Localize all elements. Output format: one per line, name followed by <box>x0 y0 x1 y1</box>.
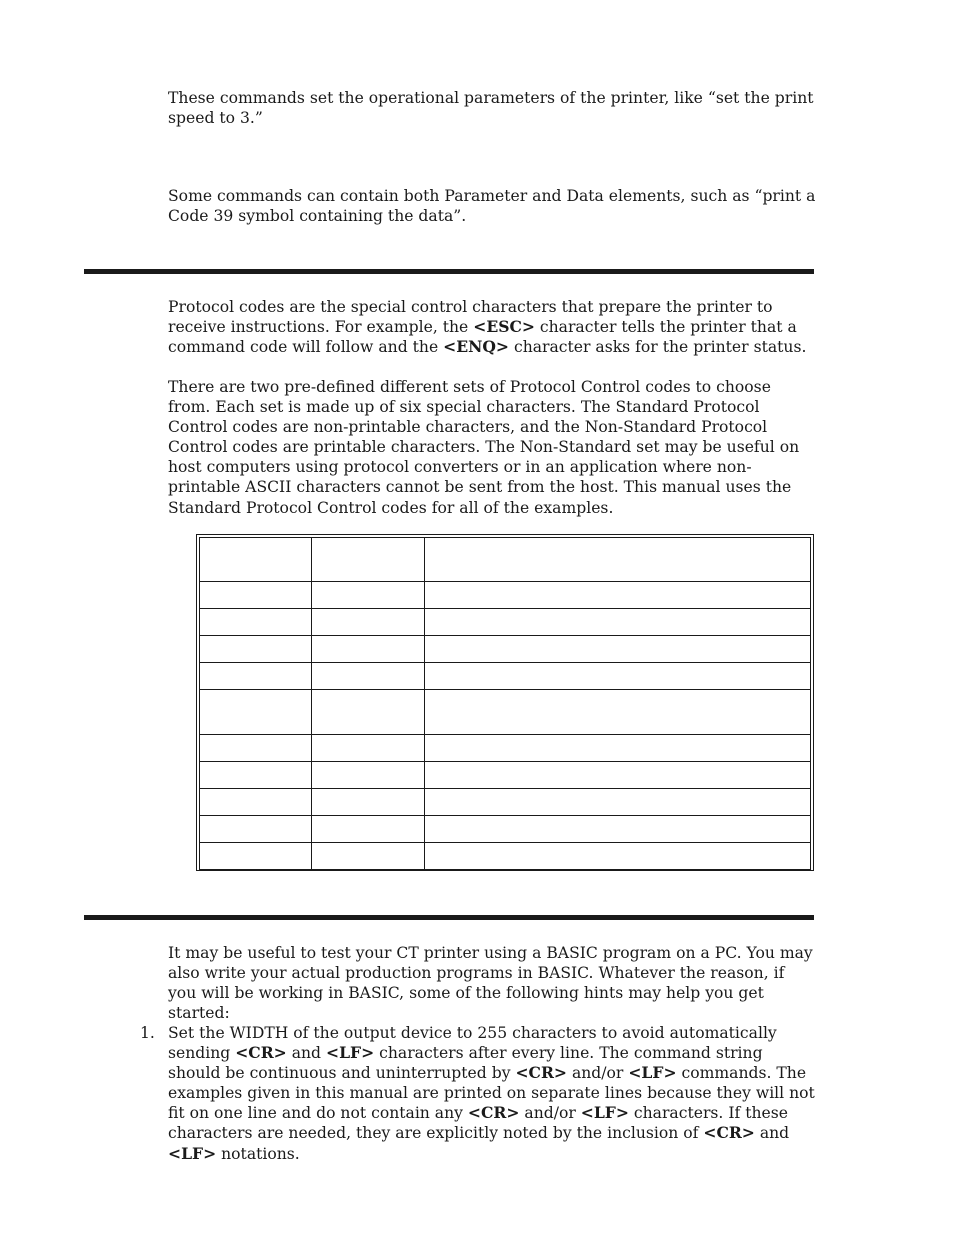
table-cell <box>200 690 312 735</box>
table-cell <box>312 789 425 816</box>
table-cell <box>200 735 312 762</box>
table-cell <box>425 582 811 609</box>
table-cell <box>200 538 312 582</box>
table-cell <box>312 735 425 762</box>
table-cell <box>425 762 811 789</box>
protocol-text-1: Protocol codes are the special control characters that prepare the printer to receive instructions. For example, the <box>168 298 773 337</box>
table-cell <box>200 636 312 663</box>
protocol-text-2: character tells the printer that a command code will follow and the <box>168 318 797 357</box>
table-cell <box>312 538 425 582</box>
hint-text-4: and/or <box>567 1064 629 1083</box>
table-cell <box>312 582 425 609</box>
table-cell <box>200 582 312 609</box>
esc-code: <ESC> <box>473 317 535 337</box>
protocol-codes-paragraph <box>168 297 816 357</box>
table-cell <box>200 663 312 690</box>
table-header-row <box>200 538 811 582</box>
table-cell <box>425 663 811 690</box>
hint-text-8: and <box>754 1124 790 1143</box>
hint-text-2: and <box>286 1044 326 1063</box>
list-item-number: 1. <box>140 1024 155 1042</box>
protocol-text-3: character asks for the printer status. <box>509 338 807 357</box>
lf-code: <LF> <box>580 1103 629 1123</box>
table-row <box>200 843 811 870</box>
table-cell <box>312 636 425 663</box>
hint-text-3: characters after every line. The command string should be continuous and uninterrupted by <box>168 1044 763 1083</box>
table-cell <box>200 789 312 816</box>
table-cell <box>425 609 811 636</box>
table-row <box>200 735 811 762</box>
cr-code: <CR> <box>467 1103 520 1123</box>
lf-code: <LF> <box>326 1043 375 1063</box>
table-cell <box>200 762 312 789</box>
table-cell <box>425 690 811 735</box>
hint-text-6: and/or <box>519 1104 581 1123</box>
hint-text-9: notations. <box>216 1144 300 1163</box>
cr-code: <CR> <box>703 1123 755 1143</box>
table-cell <box>425 538 811 582</box>
table-cell <box>312 609 425 636</box>
parameter-commands-paragraph: These commands set the operational parameters of the printer, like “set the print speed to 3.” <box>168 89 814 128</box>
table-row <box>200 636 811 663</box>
enq-code: <ENQ> <box>443 337 509 357</box>
table-cell <box>312 843 425 870</box>
table-cell <box>312 762 425 789</box>
table-row <box>200 762 811 789</box>
hint-text-1: Set the WIDTH of the output device to 255 characters to avoid automatically sending <box>168 1024 777 1063</box>
table-row <box>200 582 811 609</box>
table-row <box>200 609 811 636</box>
basic-intro-paragraph: It may be useful to test your CT printer using a BASIC program on a PC. You may also write your actual production programs in BASIC. Whatever the reason, if you will be working in BASIC, some of the following hints may help you get started: <box>168 944 813 1023</box>
hint-text-5: commands. The examples given in this manual are printed on separate lines because they will not fit on one line and do not contain any <box>168 1064 815 1123</box>
table-row <box>200 690 811 735</box>
table-cell <box>425 789 811 816</box>
table-cell <box>312 816 425 843</box>
protocol-table-grid <box>199 537 811 870</box>
table-cell <box>425 816 811 843</box>
table-cell <box>200 843 312 870</box>
hint-text-7: characters. If these characters are needed, they are explicitly noted by the inclusion of <box>168 1104 788 1143</box>
protocol-codes-table <box>196 534 814 871</box>
table-cell <box>425 843 811 870</box>
table-cell <box>425 636 811 663</box>
list-item-width-hint <box>168 1023 816 1164</box>
cr-code: <CR> <box>235 1043 287 1063</box>
table-row <box>200 663 811 690</box>
cr-code: <CR> <box>515 1063 567 1083</box>
table-cell <box>200 609 312 636</box>
table-cell <box>312 663 425 690</box>
lf-code: <LF> <box>628 1063 677 1083</box>
mixed-commands-paragraph: Some commands can contain both Parameter and Data elements, such as “print a Code 39 symbol containing the data”. <box>168 187 816 226</box>
table-cell <box>200 816 312 843</box>
table-row <box>200 816 811 843</box>
lf-code: <LF> <box>168 1143 217 1163</box>
table-row <box>200 789 811 816</box>
section-divider-basic <box>84 915 814 920</box>
section-divider-protocol <box>84 269 814 274</box>
protocol-sets-paragraph: There are two pre-defined different sets of Protocol Control codes to choose from. Each set is made up of six special characters. The Standard Protocol Control codes are non-printable characters, and the Non-Standard Protocol Control codes are printable characters. The Non-Standard set may be useful on host computers using protocol converters or in an application where non-printable ASCII characters cannot be sent from the host. This manual uses the Standard Protocol Control codes for all of the examples. <box>168 378 800 517</box>
table-cell <box>312 690 425 735</box>
table-cell <box>425 735 811 762</box>
